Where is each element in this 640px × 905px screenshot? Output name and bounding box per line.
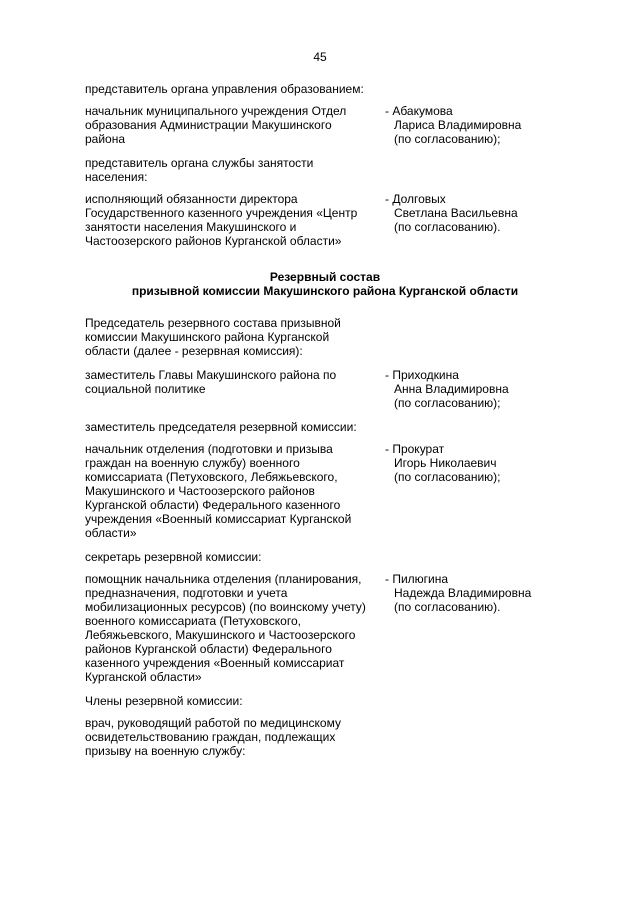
section-label: врач, руководящий работой по медицинскому освидетельствованию граждан, подлежащих призыву на военную службу: <box>85 716 341 758</box>
section-label: Председатель резервного состава призывной комиссии Макушинского района Курганской области (далее - резервная комиссия): <box>85 316 341 358</box>
member-position: помощник начальника отделения (планирования, предназначения, подготовки и учета мобилизационных ресурсов) (по воинскому учету) военного комиссариата (Петуховского, Лебяжьевского, Макушинского и Частоозерского районов Курганской области) Федерального казенного учреждения «Военный комиссариат Курганской области» <box>85 572 366 684</box>
member-position: заместитель Главы Макушинского района по социальной политике <box>85 368 337 396</box>
member-name: - Долговых Светлана Васильевна (по согласованию). <box>385 192 518 234</box>
commission-member-row <box>85 442 555 540</box>
commission-member-row <box>85 104 555 146</box>
commission-member-row <box>85 192 555 248</box>
member-name: - Прокурат Игорь Николаевич (по согласованию); <box>385 442 501 484</box>
section-label: представитель органа управления образованием: <box>85 82 364 96</box>
member-position: исполняющий обязанности директора Государственного казенного учреждения «Центр занятости населения Макушинского и Частоозерского районов Курганской области» <box>85 192 358 248</box>
section-label: представитель органа службы занятости населения: <box>85 156 314 184</box>
section-label: Члены резервной комиссии: <box>85 694 243 708</box>
document-body <box>85 82 555 766</box>
member-position: начальник отделения (подготовки и призыва граждан на военную службу) военного комиссариата (Петуховского, Лебяжьевского, Макушинского и Частоозерского районов Курганской области) Федерального казенного учреждения «Военный комиссариат Курганской области» <box>85 442 352 540</box>
member-name: - Абакумова Лариса Владимировна (по согласованию); <box>385 104 522 146</box>
member-name: - Приходкина Анна Владимировна (по согласованию); <box>385 368 509 410</box>
section-label: заместитель председателя резервной комиссии: <box>85 420 357 434</box>
commission-member-row <box>85 368 555 410</box>
commission-member-row <box>85 572 555 684</box>
member-name: - Пилюгина Надежда Владимировна (по согласованию). <box>385 572 532 614</box>
member-position: начальник муниципального учреждения Отдел образования Администрации Макушинского района <box>85 104 347 146</box>
section-heading: Резервный состав призывной комиссии Макушинского района Курганской области <box>131 270 519 298</box>
section-label: секретарь резервной комиссии: <box>85 550 262 564</box>
page-number: 45 <box>313 50 327 64</box>
